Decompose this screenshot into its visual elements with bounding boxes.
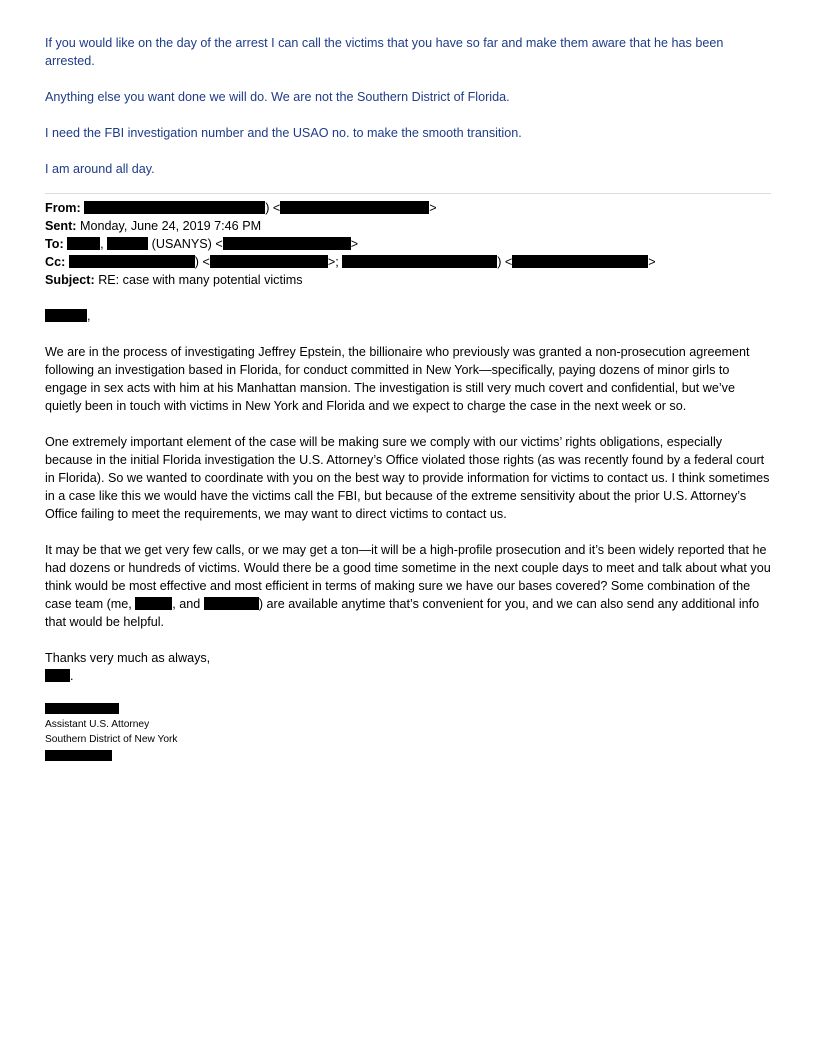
redaction-block: [342, 255, 497, 268]
body-paragraph-3: [45, 541, 771, 631]
to-org: (USANYS) <: [151, 237, 223, 251]
header-divider: [45, 193, 771, 194]
redaction-block: [45, 309, 87, 322]
redaction-block: [512, 255, 648, 268]
to-sep: >: [350, 237, 359, 251]
subject-value: RE: case with many potential victims: [98, 273, 303, 287]
from-label: From:: [45, 201, 81, 215]
from-sep: >: [429, 201, 437, 215]
intro-paragraph-1: If you would like on the day of the arrest I can call the victims that you have so far and make them aware that he has been arrested.: [45, 36, 724, 68]
redaction-block: [45, 703, 119, 714]
greeting-punct: ,: [87, 309, 91, 323]
body-paragraph-2: One extremely important element of the case will be making sure we comply with our victims’ rights obligations, especially because in the initial Florida investigation the U.S. Attorney’s Office violated those rights (as was recently found by a federal court in Florida). So we wanted to coordinate with you on the best way to provide information for victims to contact us. I think sometimes in a case like this we would have the victims call the FBI, but because of the extreme sensitivity about the prior U.S. Attorney’s Office failing to meet the requirements, we may want to direct victims to contact us.: [45, 435, 770, 521]
from-sep: ) <: [265, 201, 281, 215]
closing-text: Thanks very much as always,: [45, 651, 211, 665]
p3-text: ) are available anytime that’s convenient for you, and we can also send any additional info that would be helpful.: [45, 597, 760, 629]
cc-sep: ) <: [497, 255, 513, 269]
email-document: [45, 34, 771, 761]
email-body: [45, 307, 771, 685]
to-label: To:: [45, 237, 64, 251]
greeting: [45, 307, 771, 325]
signature-title: Assistant U.S. Attorney: [45, 719, 150, 730]
from-line: [45, 199, 771, 217]
redaction-block: [223, 237, 351, 250]
cc-sep: ) <: [194, 255, 210, 269]
intro-paragraph-4: I am around all day.: [45, 162, 155, 176]
sent-value: Monday, June 24, 2019 7:46 PM: [79, 219, 262, 233]
redaction-block: [135, 597, 172, 610]
redaction-block: [45, 750, 112, 761]
p3-text: It may be that we get very few calls, or we may get a ton—it will be a high-profile prosecution and it’s been widely reported that he had dozens or hundreds of victims. Would there be a good time sometime in the next couple days to meet and talk about what you think would be most effective and most efficient in terms of making sure we have our bases covered? Some combination of the case team (me,: [45, 543, 771, 611]
intro-paragraph-3: I need the FBI investigation number and the USAO no. to make the smooth transition.: [45, 126, 522, 140]
closing-punct: .: [70, 669, 74, 683]
cc-sep: >;: [327, 255, 339, 269]
to-sep: ,: [100, 237, 104, 251]
p3-text: , and: [172, 597, 204, 611]
sent-line: [45, 217, 771, 235]
redaction-block: [210, 255, 328, 268]
cc-line: [45, 253, 771, 271]
subject-line: [45, 271, 771, 289]
sent-label: Sent:: [45, 219, 77, 233]
redaction-block: [84, 201, 265, 214]
intro-paragraph-2: Anything else you want done we will do. We are not the Southern District of Florida.: [45, 90, 510, 104]
cc-sep: >: [648, 255, 656, 269]
to-line: [45, 235, 771, 253]
body-paragraph-1: We are in the process of investigating Jeffrey Epstein, the billionaire who previously was granted a non-prosecution agreement following an investigation based in Florida, for conduct committed in New York—specifically, paying dozens of minor girls to engage in sex acts with him at his Manhattan mansion. The investigation is still very much covert and confidential, but we’ve quietly been in touch with victims in New York and Florida and we expect to charge the case in the next week or so.: [45, 345, 750, 413]
redaction-block: [204, 597, 259, 610]
redaction-block: [67, 237, 100, 250]
closing: [45, 649, 771, 667]
closing-initials: [45, 667, 771, 685]
redaction-block: [107, 237, 148, 250]
signature-block: [45, 703, 771, 761]
intro-message: [45, 34, 771, 178]
redaction-block: [280, 201, 429, 214]
email-header: [45, 199, 771, 289]
cc-label: Cc:: [45, 255, 66, 269]
redaction-block: [69, 255, 195, 268]
subject-label: Subject:: [45, 273, 95, 287]
signature-office: Southern District of New York: [45, 734, 178, 745]
redaction-block: [45, 669, 70, 682]
